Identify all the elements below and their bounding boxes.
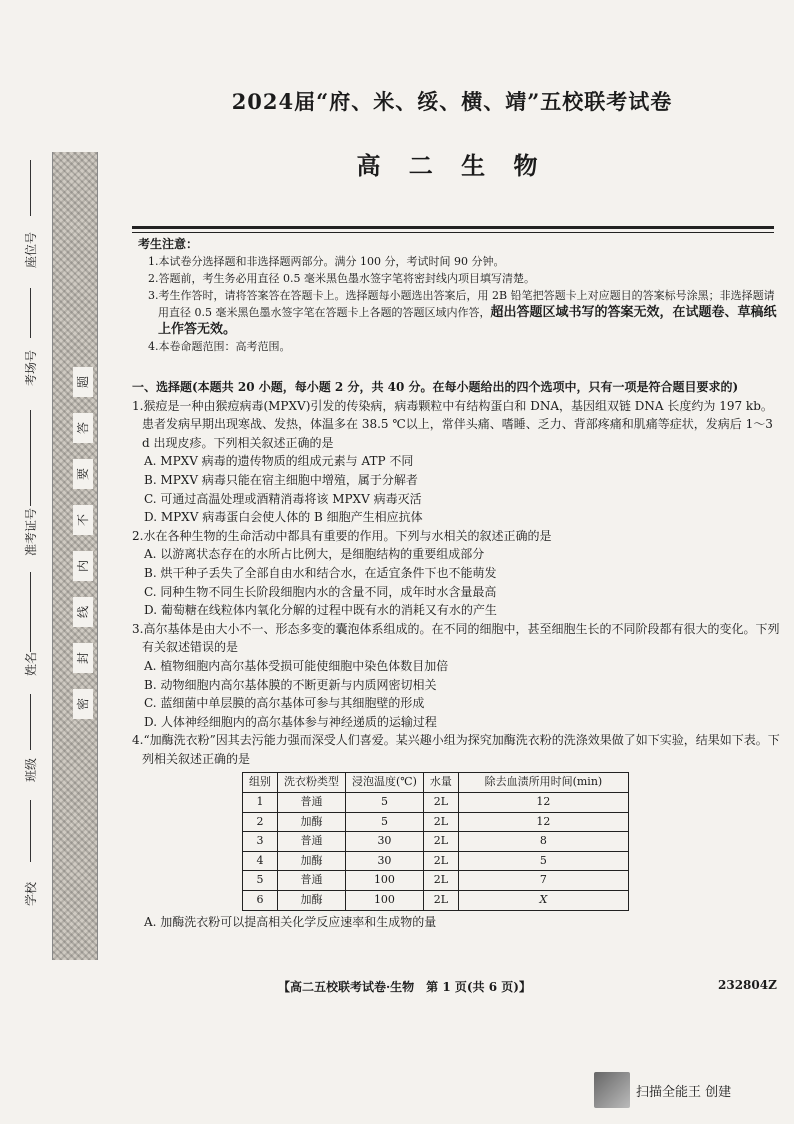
question-stem: 4.“加酶洗衣粉”因其去污能力强而深受人们喜爱。某兴趣小组为探究加酶洗衣粉的洗涤效果做了如下实验，结果如下表。下列相关叙述正确的是 [132,733,780,766]
exam-title: 2024届“府、米、绥、横、靖”五校联考试卷 [231,89,673,114]
table-cell: 100 [346,891,424,911]
header-rule [132,232,774,233]
table-cell: 100 [346,871,424,891]
fill-line [30,410,31,506]
table-cell: 5 [346,793,424,813]
label-seat-number: 座位号 [24,231,38,268]
table-cell: 普通 [278,832,346,852]
section-heading: 一、选择题(本题共 20 小题，每小题 2 分，共 40 分。在每小题给出的四个选项中，只有一项是符合题目要求的) [132,380,739,394]
option: D. MPXV 病毒蛋白会使人体的 B 细胞产生相应抗体 [144,510,423,525]
table-cell: 2L [423,812,458,832]
option: A. 以游离状态存在的水所占比例大，是细胞结构的重要组成部分 [144,547,485,562]
subject-title: 高 二 生 物 [356,151,548,180]
table-cell: 30 [346,851,424,871]
seal-char: 线 [73,597,93,627]
seal-char: 要 [73,459,93,489]
table-cell: 8 [458,832,628,852]
table-cell: 4 [243,851,278,871]
fill-line [30,572,31,652]
option: A. 加酶洗衣粉可以提高相关化学反应速率和生成物的量 [144,914,437,929]
column-header: 除去血渍所用时间(min) [458,773,628,793]
notice-item: 4.本卷命题范围：高考范围。 [148,340,291,353]
notice-item [138,287,778,338]
candidate-notice [138,236,778,355]
table-cell: 加酶 [278,812,346,832]
table-cell: 2L [423,871,458,891]
column-header: 组别 [243,773,278,793]
label-exam-room: 考场号 [24,349,38,386]
table-cell: 2L [423,851,458,871]
fill-line [30,694,31,750]
fill-line [30,800,31,862]
experiment-table [242,772,629,910]
seal-char: 答 [73,413,93,443]
seal-char: 题 [73,367,93,397]
table-cell: 12 [458,812,628,832]
table-cell: 30 [346,832,424,852]
seal-char: 不 [73,505,93,535]
paper-code: 232804Z [718,978,777,992]
question-stem: 1.猴痘是一种由猴痘病毒(MPXV)引发的传染病，病毒颗粒中有结构蛋白和 DNA，基因组双链 DNA 长度约为 197 kb。患者发病早期出现寒战、发热，体温多在 38.5 ℃以上，常伴头痛、嗜睡、乏力、背部疼痛和肌痛等症状，发病后 1～3 d 出现皮疹。下列相关叙述正确的是 [132,398,773,450]
table-cell: 7 [458,871,628,891]
table-cell: 2L [423,793,458,813]
notice-emphasis: 超出答题区域书写的答案无效，在试题卷、草稿纸上作答无效。 [158,305,777,337]
option: C. 蓝细菌中单层膜的高尔基体可参与其细胞壁的形成 [144,696,425,711]
label-admission-number: 准考证号 [24,507,38,556]
question-content [132,378,780,931]
fill-line [30,160,31,216]
table-row [243,871,629,891]
column-header: 浸泡温度(℃) [346,773,424,793]
notice-item: 1.本试卷分选择题和非选择题两部分。满分 100 分，考试时间 90 分钟。 [148,255,505,268]
seal-char: 密 [73,689,93,719]
scanner-logo-icon [594,1072,630,1108]
table-cell: 12 [458,793,628,813]
table-row [243,832,629,852]
table-cell: 5 [243,871,278,891]
option: B. 烘干种子丢失了全部自由水和结合水，在适宜条件下也不能萌发 [144,565,497,580]
watermark-text: 扫描全能王 创建 [636,1084,732,1100]
table-header-row [243,773,629,793]
question-stem: 2.水在各种生物的生命活动中都具有重要的作用。下列与水相关的叙述正确的是 [132,528,552,543]
scanner-watermark [594,1072,731,1108]
table-cell: 3 [243,832,278,852]
table-row [243,793,629,813]
notice-heading: 考生注意： [138,237,199,251]
table-cell: 5 [346,812,424,832]
label-class: 班级 [24,757,38,782]
table-cell: 普通 [278,793,346,813]
option: D. 人体神经细胞内的高尔基体参与神经递质的运输过程 [144,714,437,729]
table-cell: X [458,891,628,911]
table-row [243,851,629,871]
table-cell: 加酶 [278,851,346,871]
seal-char: 内 [73,551,93,581]
table-cell: 普通 [278,871,346,891]
table-row [243,891,629,911]
table-row [243,812,629,832]
label-school: 学校 [24,881,38,906]
notice-item-text: 3.考生作答时，请将答案答在答题卡上。选择题每小题选出答案后，用 2B 铅笔把答题卡上对应题目的答案标号涂黑；非选择题请用直径 0.5 毫米黑色墨水签字笔在答题卡上各题的答题区域内作答， [148,289,775,319]
option: D. 葡萄糖在线粒体内氧化分解的过程中既有水的消耗又有水的产生 [144,603,497,618]
table-cell: 2 [243,812,278,832]
seal-char: 封 [73,643,93,673]
header-rule [132,226,774,229]
option: C. 同种生物不同生长阶段细胞内水的含量不同，成年时水含量最高 [144,584,497,599]
table-cell: 5 [458,851,628,871]
question-stem: 3.高尔基体是由大小不一、形态多变的囊泡体系组成的。在不同的细胞中，甚至细胞生长的不同阶段都有很大的变化。下列有关叙述错误的是 [132,621,780,655]
option: B. 动物细胞内高尔基体膜的不断更新与内质网密切相关 [144,677,437,692]
column-header: 洗衣粉类型 [278,773,346,793]
column-header: 水量 [423,773,458,793]
table-cell: 6 [243,891,278,911]
page-footer: 【高二五校联考试卷·生物 第 1 页(共 6 页)】 [278,980,531,994]
notice-item: 2.答题前，考生务必用直径 0.5 毫米黑色墨水签字笔将密封线内项目填写清楚。 [148,272,535,285]
option: C. 可通过高温处理或酒精消毒将该 MPXV 病毒灭活 [144,491,422,506]
table-cell: 2L [423,891,458,911]
table-cell: 加酶 [278,891,346,911]
table-cell: 1 [243,793,278,813]
option: A. 植物细胞内高尔基体受损可能使细胞中染色体数目加倍 [144,658,449,673]
fill-line [30,288,31,338]
option: B. MPXV 病毒只能在宿主细胞中增殖，属于分解者 [144,472,418,487]
label-name: 姓名 [24,651,38,676]
table-cell: 2L [423,832,458,852]
option: A. MPXV 病毒的遗传物质的组成元素与 ATP 不同 [144,454,414,469]
